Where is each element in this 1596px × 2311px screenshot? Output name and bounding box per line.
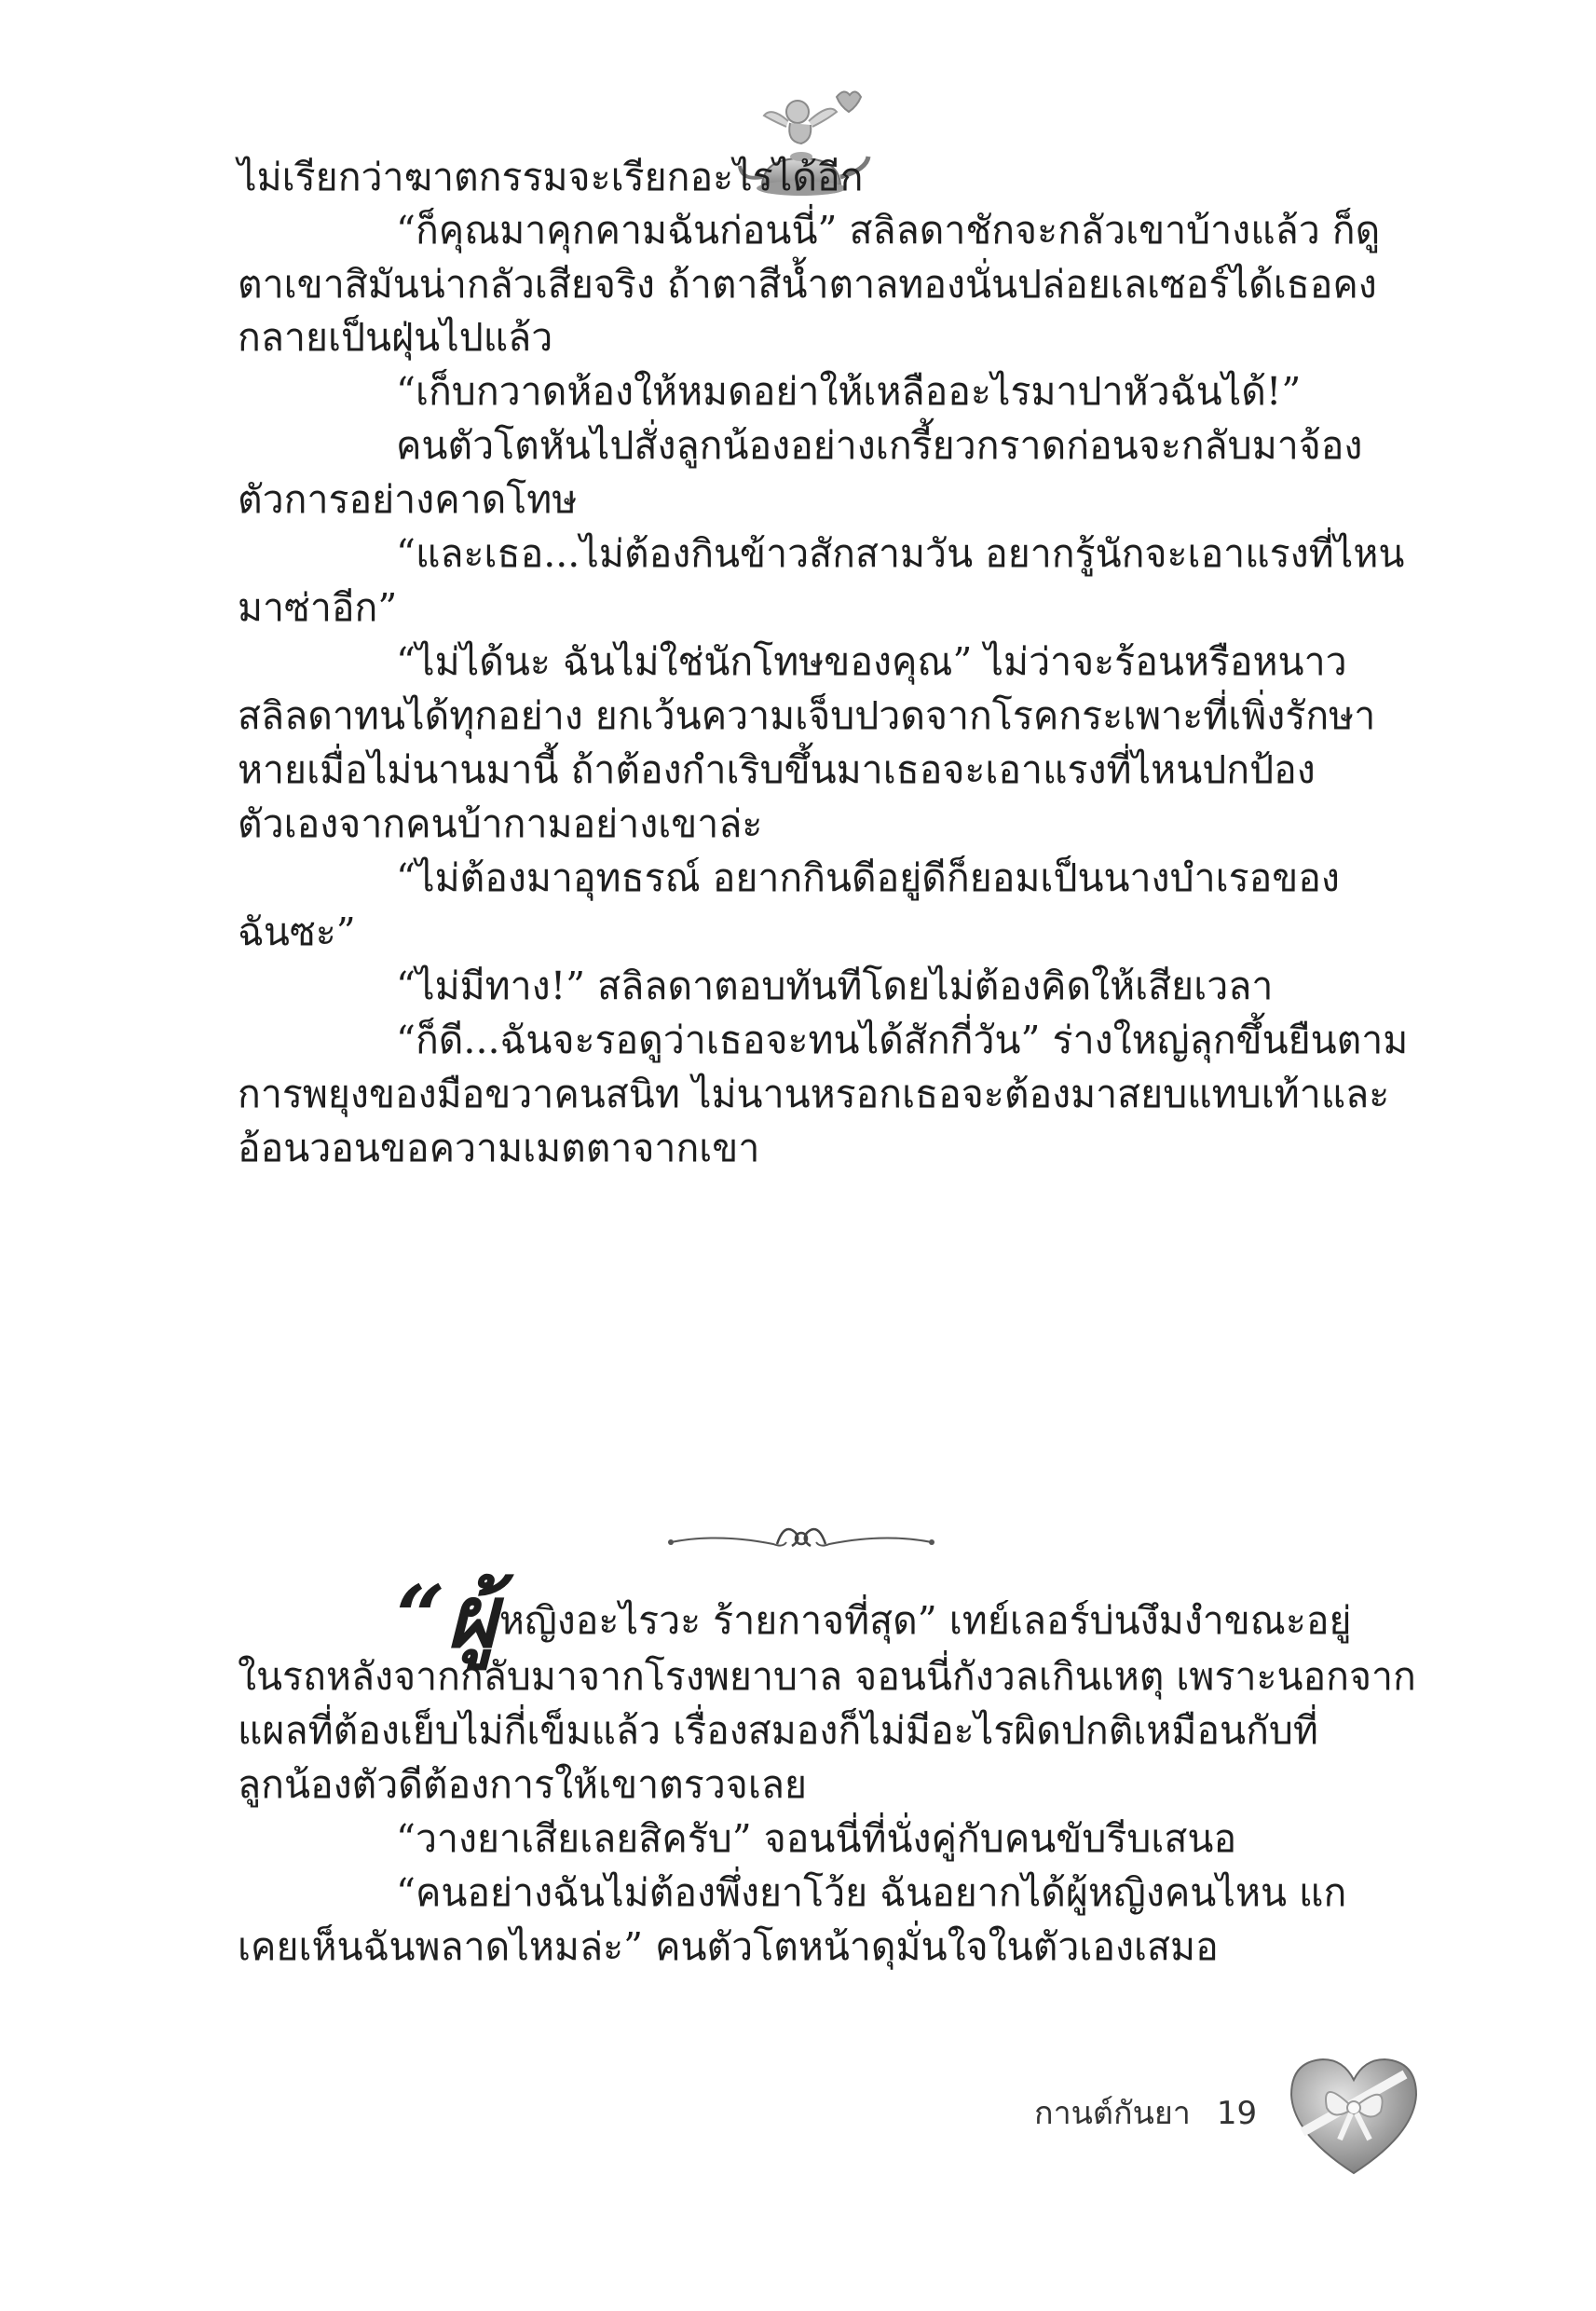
paragraph-line: “ไม่ได้นะ ฉันไม่ใช่นักโทษของคุณ” ไม่ว่าจะร้อนหรือหนาว — [396, 639, 1347, 684]
paragraph-line: ตัวการอย่างคาดโทษ — [238, 477, 578, 522]
paragraph-line: ไม่เรียกว่าฆาตกรรมจะเรียกอะไรได้อีก — [238, 155, 864, 199]
paragraph-line: คนตัวโตหันไปสั่งลูกน้องอย่างเกรี้ยวกราดก่อนจะกลับมาจ้อง — [396, 423, 1363, 468]
paragraph-line: อ้อนวอนขอความเมตตาจากเขา — [238, 1126, 760, 1170]
paragraph-line: “เก็บกวาดห้องให้หมดอย่าให้เหลืออะไรมาปาหัวฉันได้!” — [396, 369, 1302, 414]
paragraph-line: ตาเขาสิมันน่ากลัวเสียจริง ถ้าตาสีน้ำตาลทองนั่นปล่อยเลเซอร์ได้เธอคง — [238, 262, 1377, 307]
page-number: 19 — [1216, 2095, 1258, 2132]
paragraph-line: ตัวเองจากคนบ้ากามอย่างเขาล่ะ — [238, 801, 763, 846]
paragraph-line: ลูกน้องตัวดีต้องการให้เขาตรวจเลย — [238, 1762, 807, 1807]
paragraph-line: เคยเห็นฉันพลาดไหมล่ะ” คนตัวโตหน้าดุมั่นใจในตัวเองเสมอ — [238, 1924, 1219, 1969]
paragraph-line: ในรถหลังจากกลับมาจากโรงพยาบาล จอนนี่กังวลเกินเหตุ เพราะนอกจาก — [238, 1654, 1416, 1699]
first-line-text: หญิงอะไรวะ ร้ายกาจที่สุด” เทย์เลอร์บ่นงึมงำขณะอยู่ — [498, 1598, 1352, 1643]
paragraph-line: “ไม่ต้องมาอุทธรณ์ อยากกินดีอยู่ดีก็ยอมเป็นนางบำเรอของ — [396, 855, 1340, 900]
paragraph-line: แผลที่ต้องเย็บไม่กี่เข็มแล้ว เรื่องสมองก็ไม่มีอะไรผิดปกติเหมือนกับที่ — [238, 1708, 1318, 1753]
text-section-1b — [238, 958, 1410, 1238]
drop-cap: “ผู้ — [396, 1566, 499, 1667]
heart-gift-bow-icon — [1284, 2050, 1424, 2181]
ornamental-flourish-icon — [662, 1514, 941, 1570]
paragraph-line: “ไม่มีทาง!” สลิลดาตอบทันทีโดยไม่ต้องคิดให้เสียเวลา — [396, 964, 1274, 1008]
paragraph-line: “ก็คุณมาคุกคามฉันก่อนนี่” สลิลดาชักจะกลัวเขาบ้างแล้ว ก็ดู — [396, 208, 1381, 253]
paragraph-first-line — [396, 1566, 1352, 1667]
paragraph-line: “ก็ดี...ฉันจะรอดูว่าเธอจะทนได้สักกี่วัน” ร่างใหญ่ลุกขึ้นยืนตาม — [396, 1018, 1409, 1062]
book-title: กานต์กันยา — [1034, 2095, 1191, 2132]
paragraph-line: “และเธอ...ไม่ต้องกินข้าวสักสามวัน อยากรู้นักจะเอาแรงที่ไหน — [396, 531, 1405, 576]
paragraph-line: “คนอย่างฉันไม่ต้องพึ่งยาโว้ย ฉันอยากได้ผู้หญิงคนไหน แก — [396, 1870, 1347, 1915]
paragraph-line: หายเมื่อไม่นานมานี้ ถ้าต้องกำเริบขึ้นมาเธอจะเอาแรงที่ไหนปกป้อง — [238, 747, 1316, 792]
paragraph-line: ฉันซะ” — [238, 909, 356, 954]
paragraph-line: “วางยาเสียเลยสิครับ” จอนนี่ที่นั่งคู่กับคนขับรีบเสนอ — [396, 1816, 1237, 1861]
paragraph-line: สลิลดาทนได้ทุกอย่าง ยกเว้นความเจ็บปวดจากโรคกระเพาะที่เพิ่งรักษา — [238, 693, 1376, 738]
text-section-1 — [238, 149, 1410, 969]
page-footer — [1034, 2087, 1257, 2138]
paragraph-line: การพยุงของมือขวาคนสนิท ไม่นานหรอกเธอจะต้องมาสยบแทบเท้าและ — [238, 1072, 1390, 1116]
paragraph-line: กลายเป็นฝุ่นไปแล้ว — [238, 315, 553, 360]
text-section-2 — [238, 1566, 1416, 1980]
paragraph-line: มาซ่าอีก” — [238, 585, 398, 630]
